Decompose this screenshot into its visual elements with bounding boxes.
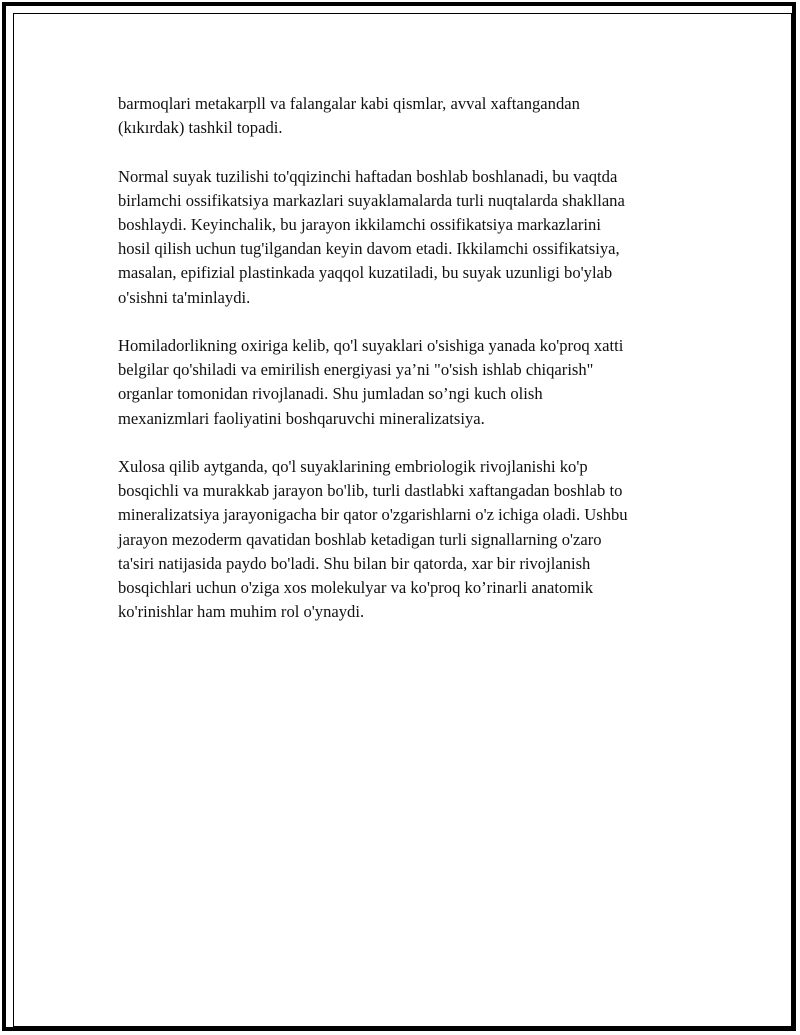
- paragraph-1: barmoqlari metakarpll va falangalar kabi qismlar, avval xaftangandan (kıkırdak) tashkil topadi.: [118, 94, 580, 138]
- paragraph-3: Homiladorlikning oxiriga kelib, qo'l suyaklari o'sishiga yanada ko'proq xatti belgilar qo'shiladi va emirilish energiyasi ya’ni "o'sish ishlab chiqarish" organlar tomonidan rivojlanadi. Shu jumladan so’ngi kuch olish mexanizmlari faoliyatini boshqaruvchi mineralizatsiya.: [118, 336, 624, 428]
- document-body: [118, 92, 698, 649]
- paragraph-2: Normal suyak tuzilishi to'qqizinchi haftadan boshlab boshlanadi, bu vaqtda birlamchi ossifikatsiya markazlari suyaklamalarda turli nuqtalarda shakllana boshlaydi. Keyinchalik, bu jarayon ikkilamchi ossifikatsiya markazlarini hosil qilish uchun tug'ilgandan keyin davom etadi. Ikkilamchi ossifikatsiya, masalan, epifizial plastinkada yaqqol kuzatiladi, bu suyak uzunligi bo'ylab o'sishni ta'minlaydi.: [118, 166, 625, 307]
- paragraph-4: Xulosa qilib aytganda, qo'l suyaklarining embriologik rivojlanishi ko'p bosqichli va murakkab jarayon bo'lib, turli dastlabki xaftangadan boshlab to mineralizatsiya jarayonigacha bir qator o'zgarishlarni o'z ichiga oladi. Ushbu jarayon mezoderm qavatidan boshlab ketadigan turli signallarning o'zaro ta'siri natijasida paydo bo'ladi. Shu bilan bir qatorda, xar bir rivojlanish bosqichlari uchun o'ziga xos molekulyar va ko'proq ko’rinarli anatomik ko'rinishlar ham muhim rol o'ynaydi.: [118, 457, 628, 622]
